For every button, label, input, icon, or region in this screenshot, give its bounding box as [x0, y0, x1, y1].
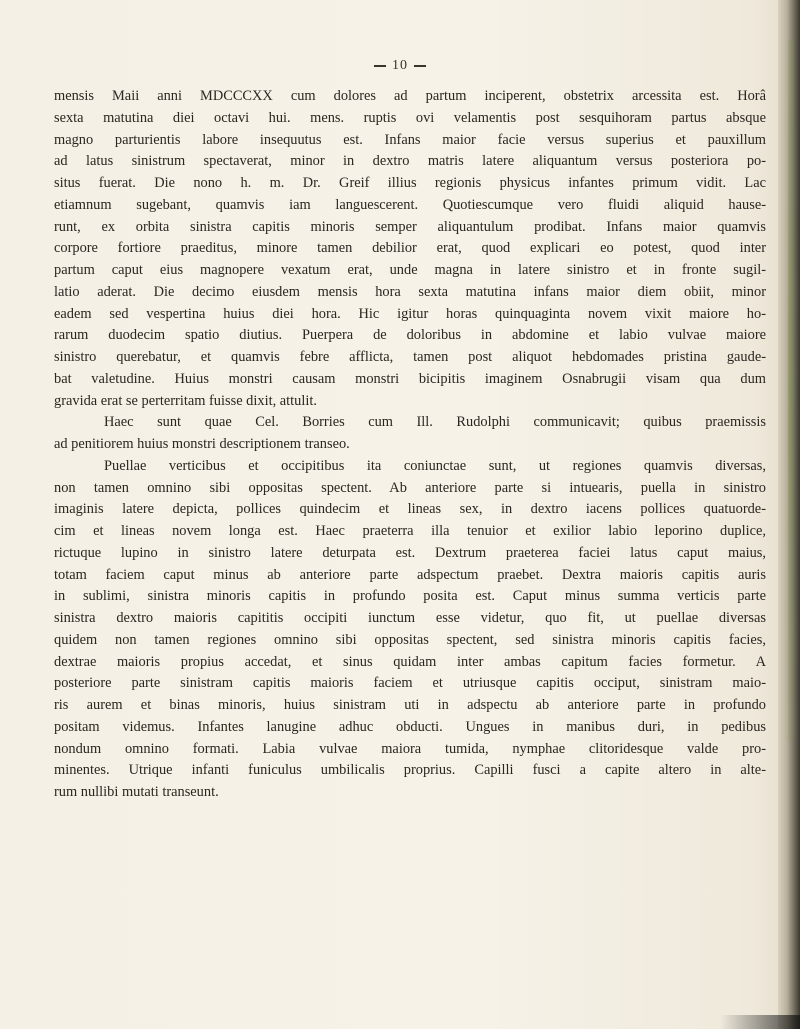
- text-line: Puellae verticibus et occipitibus ita coniunctae sunt, ut regiones quamvis diversas,: [104, 457, 766, 474]
- text-line: in sublimi, sinistra minoris capitis in profundo posita est. Caput minus summa verticis parte: [54, 588, 766, 605]
- text-line: sexta matutina diei octavi hui. mens. ruptis ovi velamentis post sesquihoram partus absque: [54, 109, 766, 126]
- text-line: bat valetudine. Huius monstri causam monstri bicipitis imaginem Osnabrugii visam qua dum: [54, 370, 766, 387]
- page-number-text: 10: [392, 58, 408, 73]
- text-line: etiamnum sugebant, quamvis iam languescerent. Quotiescumque vero fluidi aliquid hause-: [54, 196, 766, 213]
- page-corner-shadow: [720, 1015, 800, 1029]
- text-line: imaginis latere depicta, pollices quindecim et lineas sex, in dextro iacens pollices quatuorde-: [54, 501, 766, 518]
- text-line: rarum duodecim spatio diutius. Puerpera de doloribus in abdomine et labio vulvae maiore: [54, 327, 766, 344]
- text-line: gravida erat se perterritam fuisse dixit, attulit.: [54, 392, 317, 409]
- text-line: rum nullibi mutati transeunt.: [54, 784, 219, 800]
- body-text: [54, 86, 766, 804]
- text-line: non tamen omnino sibi oppositas spectent. Ab anteriore parte si intuearis, puella in sinistro: [54, 479, 766, 496]
- text-line: nondum omnino formati. Labia vulvae maiora tumida, nymphae clitoridesque valde pro-: [54, 740, 766, 757]
- page-edge-tint: [788, 40, 794, 740]
- text-line: rictuque lupino in sinistro latere deturpata est. Dextrum praeterea faciei latus caput maius,: [54, 544, 766, 561]
- text-line: mensis Maii anni MDCCCXX cum dolores ad partum inciperent, obstetrix arcessita est. Horâ: [54, 88, 766, 104]
- text-line: sinistra dextro maioris capititis occipiti iunctum esse videtur, quo fit, ut puellae diversas: [54, 610, 766, 626]
- text-line: quidem non tamen regiones omnino sibi oppositas spectent, sed sinistra minoris capitis facies,: [54, 631, 766, 648]
- page-number: [0, 58, 800, 74]
- text-line: runt, ex orbita sinistra capitis minoris semper aliquantulum prodibat. Infans maior quamvis: [54, 218, 766, 235]
- text-line: minentes. Utrique infanti funiculus umbilicalis proprius. Capilli fusci a capite altero in alte-: [54, 762, 766, 779]
- text-line: cim et lineas novem longa est. Haec praeterra illa tenuior et exilior labio leporino duplice,: [54, 523, 766, 539]
- text-line: corpore fortiore praeditus, minore tamen debilior erat, quod explicari eo potest, quod inter: [54, 240, 766, 257]
- text-line: sinistro querebatur, et quamvis febre afflicta, tamen post aliquot hebdomades pristina gaude-: [54, 349, 766, 365]
- text-line: ad penitiorem huius monstri descriptionem transeo.: [54, 436, 350, 452]
- text-line: ad latus sinistrum spectaverat, minor in dextro matris latere aliquantum versus posteriora po-: [54, 153, 766, 170]
- dash-right: [414, 65, 426, 67]
- text-line: situs fuerat. Die nono h. m. Dr. Greif illius regionis physicus infantes primum vidit. Lac: [54, 175, 766, 191]
- text-line: totam faciem caput minus ab anteriore parte adspectum praebet. Dextra maioris capitis auris: [54, 566, 766, 583]
- text-line: dextrae maioris propius accedat, et sinus quidam inter ambas capitum facies formetur. A: [54, 653, 766, 670]
- text-line: positam videmus. Infantes lanugine adhuc obducti. Ungues in manibus duri, in pedibus: [54, 718, 766, 735]
- text-line: Haec sunt quae Cel. Borries cum Ill. Rudolphi communicavit; quibus praemissis: [104, 414, 766, 431]
- text-line: partum caput eius magnopere vexatum erat, unde magna in latere sinistro et in fronte sugil-: [54, 262, 766, 278]
- text-line: posteriore parte sinistram capitis maioris faciem et utriusque capitis occiput, sinistram maio-: [54, 675, 766, 692]
- text-line: ris aurem et binas minoris, huius sinistram uti in adspectu ab anteriore parte in profundo: [54, 697, 766, 713]
- text-line: latio aderat. Die decimo eiusdem mensis hora sexta matutina infans maior diem obiit, minor: [54, 283, 766, 300]
- text-line: magno parturientis labore insequutus est. Infans maior facie versus superius et pauxillum: [54, 131, 766, 148]
- dash-left: [374, 65, 386, 67]
- text-line: eadem sed vespertina huius diei hora. Hic igitur horas quinquaginta novem vixit maiore ho-: [54, 305, 766, 322]
